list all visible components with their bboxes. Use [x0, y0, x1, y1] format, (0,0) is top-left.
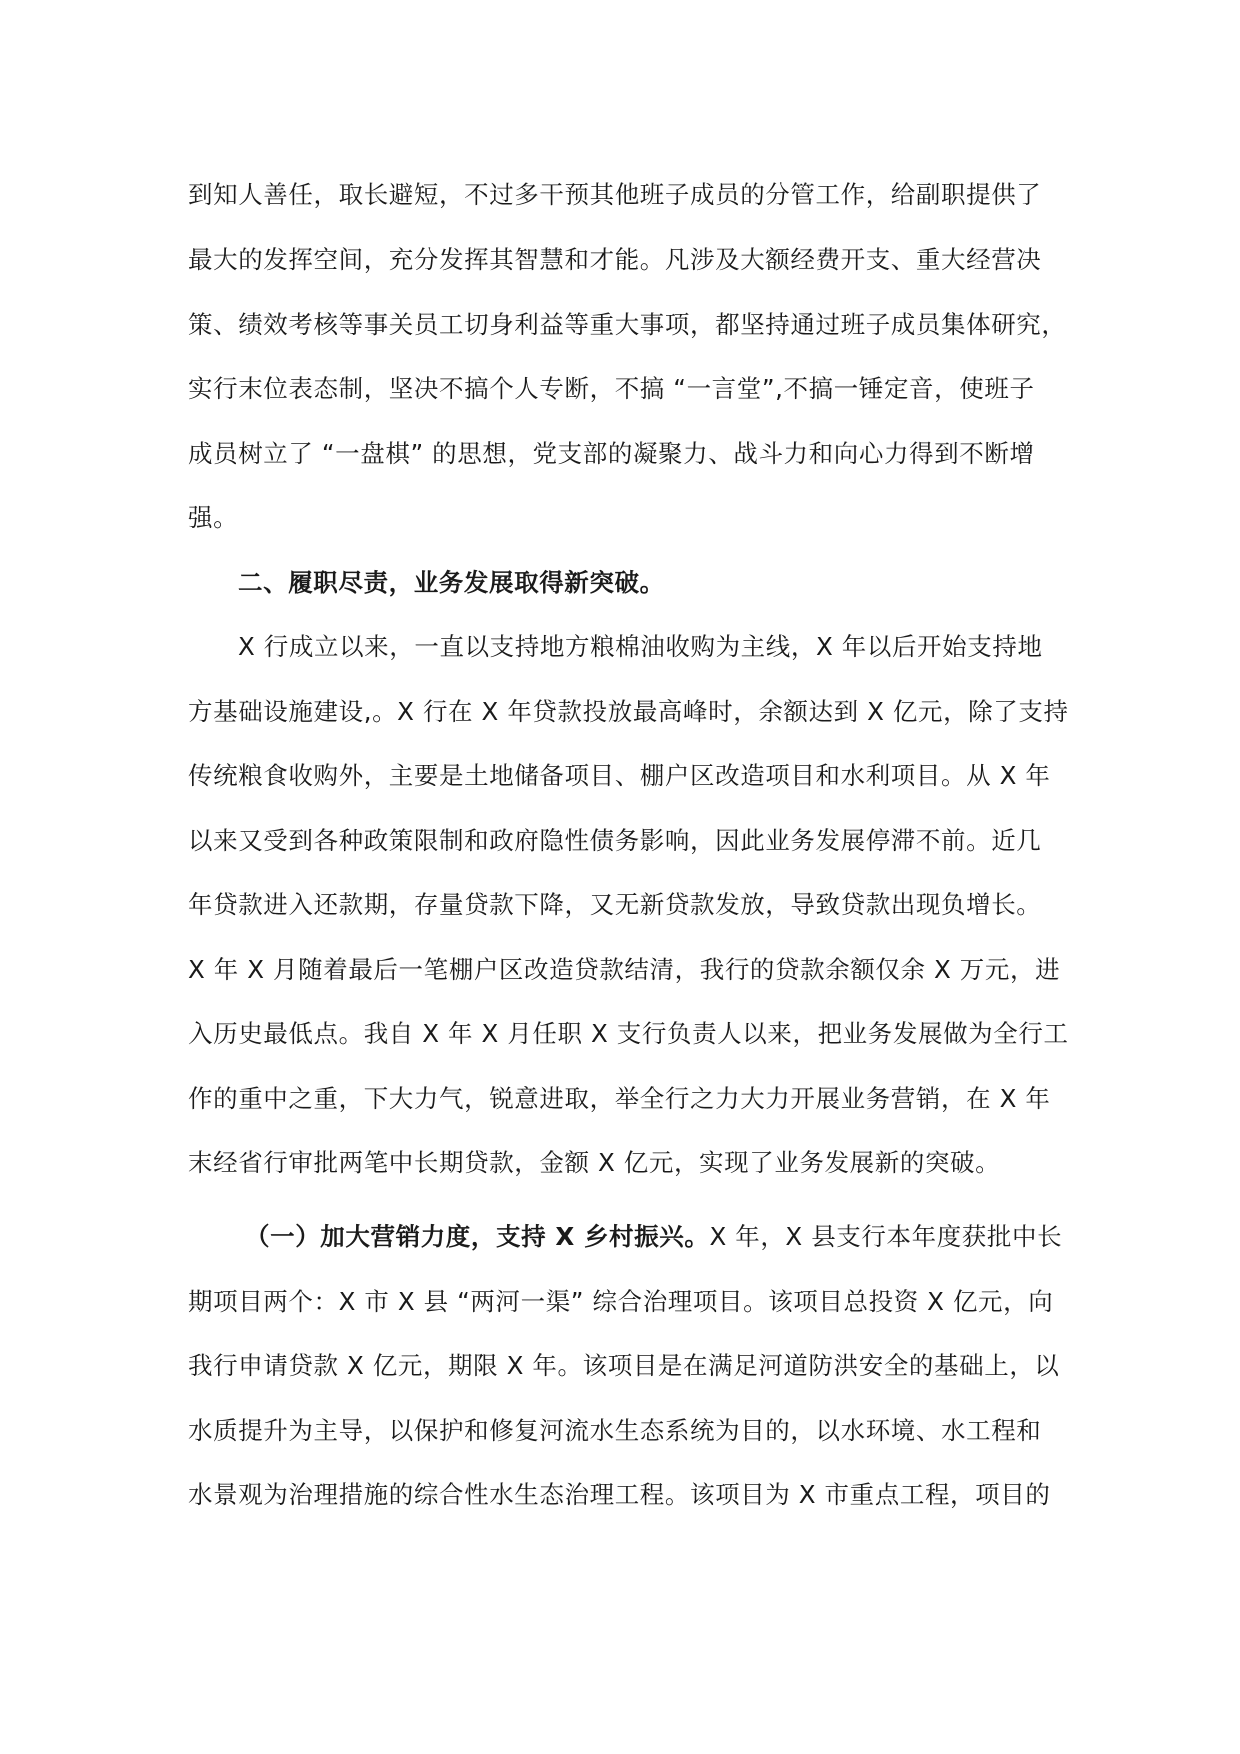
- paragraph-line: 方基础设施建设,。X 行在 X 年贷款投放最高峰时，余额达到 X 亿元，除了支持: [188, 697, 1069, 726]
- paragraph-line: 期项目两个：X 市 X 县 “两河一渠” 综合治理项目。该项目总投资 X 亿元，向: [188, 1287, 1054, 1316]
- paragraph-line: 传统粮食收购外，主要是土地储备项目、棚户区改造项目和水利项目。从 X 年: [188, 761, 1051, 790]
- paragraph-line: 到知人善任，取长避短，不过多干预其他班子成员的分管工作，给副职提供了: [188, 180, 1042, 209]
- paragraph-line: 成员树立了 “一盘棋” 的思想，党支部的凝聚力、战斗力和向心力得到不断增: [188, 439, 1035, 468]
- paragraph-line: 实行末位表态制，坚决不搞个人专断，不搞 “一言堂”,不搞一锤定音，使班子: [188, 374, 1035, 403]
- subsection-heading: （一）加大营销力度，支持 X 乡村振兴。: [245, 1222, 710, 1251]
- paragraph-line: 强。: [188, 503, 239, 532]
- paragraph-line: 年贷款进入还款期，存量贷款下降，又无新贷款发放，导致贷款出现负增长。: [188, 890, 1042, 919]
- section-heading: 二、履职尽责，业务发展取得新突破。: [238, 568, 665, 597]
- paragraph-line: 最大的发挥空间，充分发挥其智慧和才能。凡涉及大额经费开支、重大经营决: [188, 245, 1042, 274]
- paragraph-line: X 行成立以来，一直以支持地方粮棉油收购为主线，X 年以后开始支持地: [238, 632, 1043, 661]
- paragraph-line: 作的重中之重，下大力气，锐意进取，举全行之力大力开展业务营销，在 X 年: [188, 1084, 1051, 1113]
- subsection-first-line-text: X 年，X 县支行本年度获批中长: [709, 1222, 1063, 1251]
- paragraph-line: 策、绩效考核等事关员工切身利益等重大事项，都坚持通过班子成员集体研究，: [188, 310, 1067, 339]
- paragraph-line: 以来又受到各种政策限制和政府隐性债务影响，因此业务发展停滞不前。近几: [188, 826, 1042, 855]
- paragraph-line: 我行申请贷款 X 亿元，期限 X 年。该项目是在满足河道防洪安全的基础上，以: [188, 1351, 1060, 1380]
- paragraph-line: X 年 X 月随着最后一笔棚户区改造贷款结清，我行的贷款余额仅余 X 万元，进: [188, 955, 1061, 984]
- subsection-first-line: [245, 1220, 1062, 1254]
- paragraph-line: 水景观为治理措施的综合性水生态治理工程。该项目为 X 市重点工程，项目的: [188, 1480, 1051, 1509]
- paragraph-line: 入历史最低点。我自 X 年 X 月任职 X 支行负责人以来，把业务发展做为全行工: [188, 1019, 1069, 1048]
- paragraph-line: 水质提升为主导，以保护和修复河流水生态系统为目的，以水环境、水工程和: [188, 1416, 1042, 1445]
- paragraph-line: 末经省行审批两笔中长期贷款，金额 X 亿元，实现了业务发展新的突破。: [188, 1148, 1001, 1177]
